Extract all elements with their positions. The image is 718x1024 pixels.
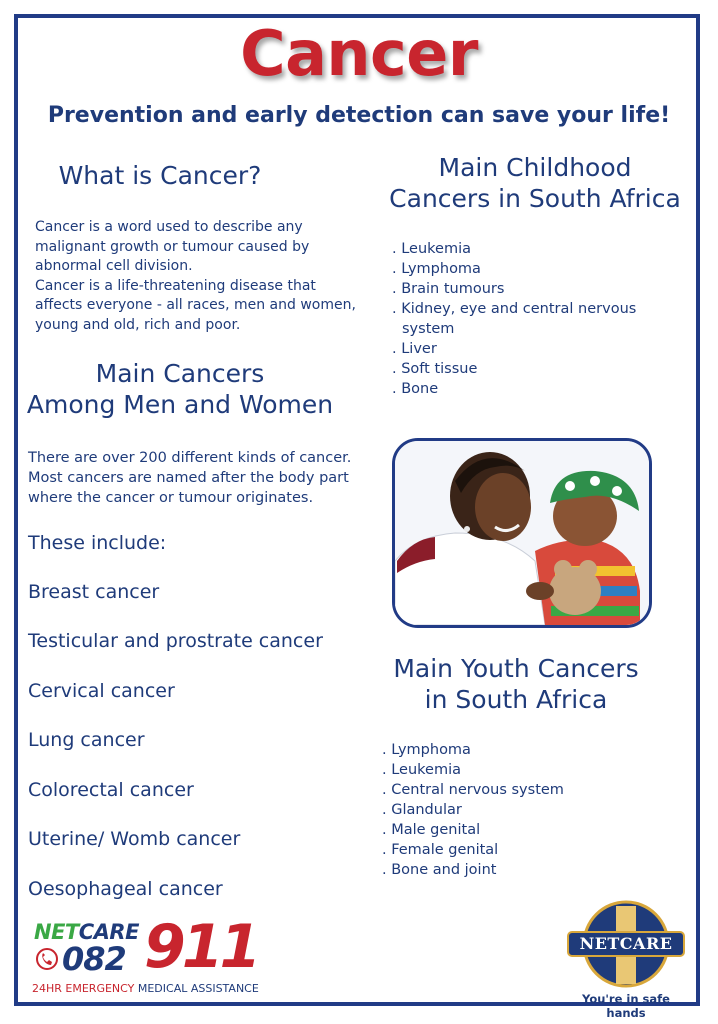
text-line: affects everyone - all races, men and women,: [35, 297, 356, 313]
text-line: Most cancers are named after the body part: [28, 470, 349, 486]
badge-text: NETCARE: [579, 934, 673, 953]
netcare-badge-logo: [566, 898, 686, 1020]
text-line: Cancer is a word used to describe any: [35, 219, 303, 235]
heading-line: Main Cancers: [95, 359, 265, 388]
heading-line: Main Childhood: [438, 153, 632, 182]
text-line: Cancer is a life-threatening disease that: [35, 277, 316, 294]
nurse-child-photo: [392, 438, 652, 628]
heading-line: Main Youth Cancers: [393, 654, 639, 683]
heading-line: in South Africa: [424, 685, 608, 714]
youth-cancers-heading: [385, 653, 647, 715]
list-item: . Brain tumours: [392, 281, 505, 297]
cancer-list-item: Lung cancer: [28, 729, 145, 751]
list-item: . Kidney, eye and central nervous: [392, 301, 637, 317]
what-is-cancer-text: [35, 218, 365, 335]
list-item: system: [402, 321, 455, 337]
text-line: malignant growth or tumour caused by: [35, 238, 310, 255]
list-item: . Lymphoma: [392, 261, 481, 277]
phone-main-number: 911: [144, 912, 258, 982]
list-item: . Soft tissue: [392, 361, 478, 377]
text-line: There are over 200 different kinds of cancer.: [28, 450, 352, 466]
tagline: You're in safe hands: [582, 992, 670, 1020]
cancer-list-item: Colorectal cancer: [28, 779, 194, 801]
what-is-cancer-heading: What is Cancer?: [58, 161, 262, 190]
netcare-word-color-overlay: [32, 920, 152, 946]
netcare-text: NETCARE: [34, 920, 139, 944]
page-subtitle: Prevention and early detection can save your life!: [47, 103, 671, 128]
emergency-blue-text: MEDICAL ASSISTANCE: [137, 982, 259, 995]
cancer-list-item: Testicular and prostrate cancer: [28, 630, 323, 652]
main-cancers-heading: [20, 358, 340, 420]
heading-line: Among Men and Women: [26, 390, 334, 419]
list-item: . Central nervous system: [382, 782, 564, 798]
list-item: . Glandular: [382, 802, 462, 818]
childhood-cancers-heading: [385, 152, 685, 214]
phone-icon: [36, 948, 58, 970]
text-line: abnormal cell division.: [35, 258, 193, 274]
cancer-list-item: Oesophageal cancer: [28, 878, 223, 900]
page-title: Cancer: [240, 17, 478, 90]
list-item: . Female genital: [382, 842, 499, 858]
cancer-list-item: Uterine/ Womb cancer: [28, 828, 241, 850]
main-cancers-intro: [28, 448, 358, 508]
emergency-assistance-text: [32, 982, 259, 996]
phone-prefix: 082: [62, 940, 126, 978]
list-item: . Leukemia: [392, 241, 471, 257]
text-line: young and old, rich and poor.: [35, 316, 241, 333]
cancer-list-item: Cervical cancer: [28, 680, 175, 702]
heading-line: Cancers in South Africa: [389, 184, 681, 213]
list-item: . Liver: [392, 341, 437, 357]
list-item: . Lymphoma: [382, 742, 471, 758]
list-item: . Leukemia: [382, 762, 461, 778]
list-item: . Bone: [392, 381, 439, 397]
cancer-list-item: Breast cancer: [28, 581, 160, 603]
childhood-cancers-list: [392, 239, 682, 399]
list-item: . Male genital: [382, 822, 481, 838]
text-line: where the cancer or tumour originates.: [28, 490, 314, 506]
these-include-label: These include:: [28, 532, 167, 554]
emergency-red-text: 24HR EMERGENCY: [32, 982, 135, 995]
youth-cancers-list: [382, 740, 672, 880]
list-item: . Bone and joint: [382, 862, 497, 878]
nurse-child-illustration: [395, 441, 649, 625]
